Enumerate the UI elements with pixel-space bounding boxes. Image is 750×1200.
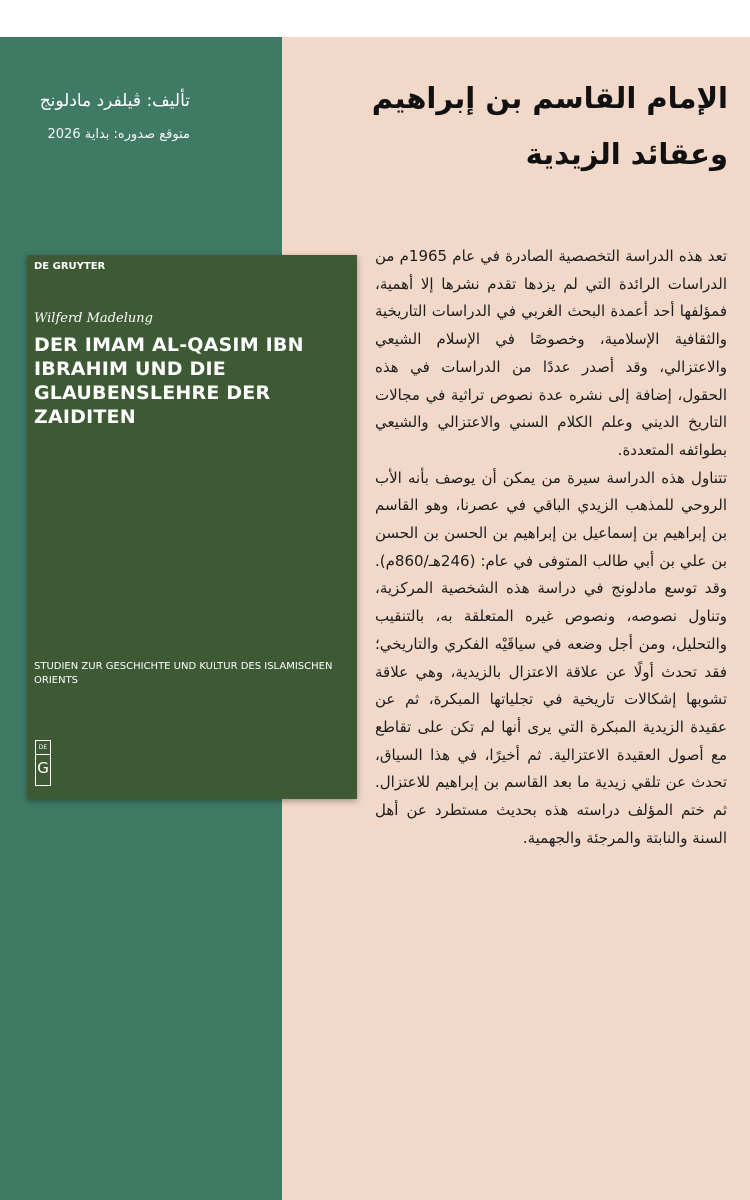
publisher-logo bbox=[35, 740, 51, 786]
book-cover bbox=[27, 255, 357, 799]
page-title bbox=[300, 80, 728, 192]
paragraph-2: تتناول هذه الدراسة سيرة من يمكن أن يوصف بأنه الأب الروحي للمذهب الزيدي الباقي في عصرنا، وهو القاسم بن إبراهيم بن إسماعيل بن إبراهيم بن الحسن بن الحسن بن علي بن أبي طالب المتوفى في عام: (246هـ/860م). وقد توسع مادلونج في دراسة هذه الشخصية المركزية، وتناول نصوصه، ونصوص غيره المتعلقة به، بالتنقيب والتحليل، ومن أجل وضعه في سياقَيْه الفكري والتاريخي؛ فقد تحدث أولًا عن علاقة الاعتزال بالزيدية، وهي علاقة تشوبها إشكالات تاريخية في تجلياتها المبكرة، ثم عن عقيدة الزيدية المبكرة التي يرى أنها لم تكن على تقاطع مع أصول العقيدة الاعتزالية. ثم أخيرًا، في هذا السياق، تحدث عن تلقي زيدية ما بعد القاسم بن إبراهيم للاعتزال. ثم ختم المؤلف دراسته هذه بحديث مستطرد عن أهل السنة والنابتة والمرجئة والجهمية. bbox=[375, 468, 727, 847]
cover-series: STUDIEN ZUR GESCHICHTE UND KULTUR DES ISLAMISCHEN ORIENTS bbox=[34, 661, 333, 686]
author-info bbox=[10, 90, 190, 144]
title-line-2: وعقائد الزيدية bbox=[525, 137, 728, 171]
cover-title: DER IMAM AL-QASIM IBN IBRAHIM UND DIE GLAUBENSLEHRE DER ZAIDITEN bbox=[34, 334, 304, 428]
author-credit: تأليف: ڤيلفرد مادلونج bbox=[39, 91, 190, 111]
cover-author: Wilferd Madelung bbox=[34, 311, 153, 326]
description-text bbox=[375, 243, 727, 1163]
logo-de-text: DE bbox=[36, 744, 50, 755]
release-date: متوقع صدوره: بداية 2026 bbox=[47, 127, 190, 142]
logo-g-letter: G bbox=[37, 759, 49, 777]
cover-publisher: DE GRUYTER bbox=[34, 261, 106, 272]
title-line-1: الإمام القاسم بن إبراهيم bbox=[371, 81, 728, 115]
paragraph-1: تعد هذه الدراسة التخصصية الصادرة في عام 1965م من الدراسات الرائدة التي لم يزدها تقدم نشرها إلا أهمية، فمؤلفها أحد أعمدة البحث الغربي في الدراسات التاريخية والثقافية الإسلامية، وخصوصًا في الإسلام الشيعي والاعتزالي، وقد أصدر عددًا من الدراسات في هذه الحقول، إضافة إلى نشره عدة نصوص تراثية في مجالات التاريخ الديني وعلم الكلام السني والاعتزالي والشيعي بطوائفه المتعددة. bbox=[375, 247, 727, 459]
